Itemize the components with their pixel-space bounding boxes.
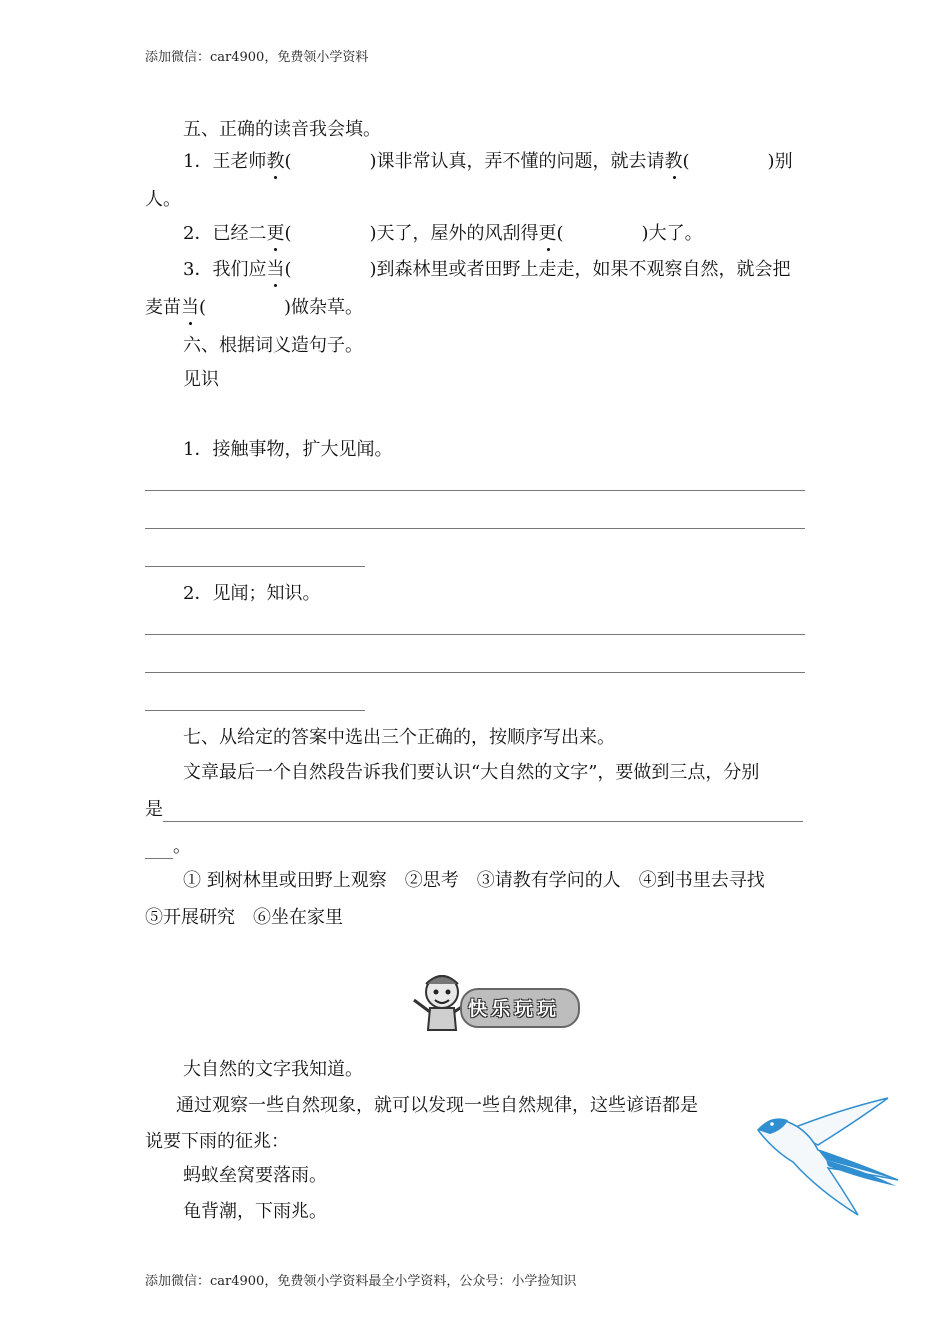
saying-2: 龟背潮，下雨兆。 xyxy=(183,1201,327,1222)
q1-char2: 教 xyxy=(664,151,683,172)
answer-line[interactable] xyxy=(145,672,805,673)
answer-line[interactable] xyxy=(145,634,805,635)
answer-line[interactable] xyxy=(145,710,365,711)
section7-prompt-cont: 是 xyxy=(145,798,803,822)
q3-char2: 当 xyxy=(181,297,199,318)
answer-blank-end[interactable] xyxy=(145,838,173,859)
section7-prompt: 文章最后一个自然段告诉我们要认识“大自然的文字”，要做到三点，分别 xyxy=(183,762,760,783)
meaning-1: 1．接触事物，扩大见闻。 xyxy=(183,439,393,460)
banner-title: 快乐玩玩 xyxy=(468,998,561,1020)
q3-line: 3．我们应当( )到森林里或者田野上走走，如果不观察自然，就会把 xyxy=(183,259,791,280)
q2-char2: 更 xyxy=(538,223,557,244)
answer-line[interactable] xyxy=(145,566,365,567)
answer-blank[interactable] xyxy=(163,801,803,822)
q1-line-cont: 人。 xyxy=(145,189,181,210)
meaning-2: 2．见闻；知识。 xyxy=(183,583,321,604)
page-footer: 添加微信：car4900，免费领小学资料最全小学资料，公众号：小学捡知识 xyxy=(145,1274,577,1289)
section6-word: 见识 xyxy=(183,369,219,390)
section5-title: 五、正确的读音我会填。 xyxy=(183,119,381,140)
page-header: 添加微信：car4900，免费领小学资料 xyxy=(145,50,369,65)
fun-intro: 通过观察一些自然现象，就可以发现一些自然规律，这些谚语都是 xyxy=(176,1095,698,1116)
q1-char1: 教 xyxy=(266,151,285,172)
options-line-1: ① 到树林里或田野上观察 ②思考 ③请教有学问的人 ④到书里去寻找 xyxy=(183,870,765,891)
swallow-icon xyxy=(748,1090,908,1220)
fun-title: 大自然的文字我知道。 xyxy=(183,1059,363,1080)
section6-title: 六、根据词义造句子。 xyxy=(183,335,363,356)
fun-banner xyxy=(410,970,578,1032)
q2-char1: 更 xyxy=(266,223,285,244)
fun-intro-cont: 说要下雨的征兆： xyxy=(145,1131,289,1152)
options-line-2: ⑤开展研究 ⑥坐在家里 xyxy=(145,907,343,928)
answer-line[interactable] xyxy=(145,490,805,491)
saying-1: 蚂蚁垒窝要落雨。 xyxy=(183,1165,327,1186)
answer-line[interactable] xyxy=(145,528,805,529)
q2-line: 2．已经二更( )天了，屋外的风刮得更( )大了。 xyxy=(183,223,703,244)
q3-char1: 当 xyxy=(266,259,285,280)
section7-title: 七、从给定的答案中选出三个正确的，按顺序写出来。 xyxy=(183,727,615,748)
section7-prompt-end: 。 xyxy=(145,835,191,859)
q1-line: 1．王老师教( )课非常认真，弄不懂的问题，就去请教( )别 xyxy=(183,151,793,172)
q3-line-cont: 麦苗当( )做杂草。 xyxy=(145,297,364,318)
